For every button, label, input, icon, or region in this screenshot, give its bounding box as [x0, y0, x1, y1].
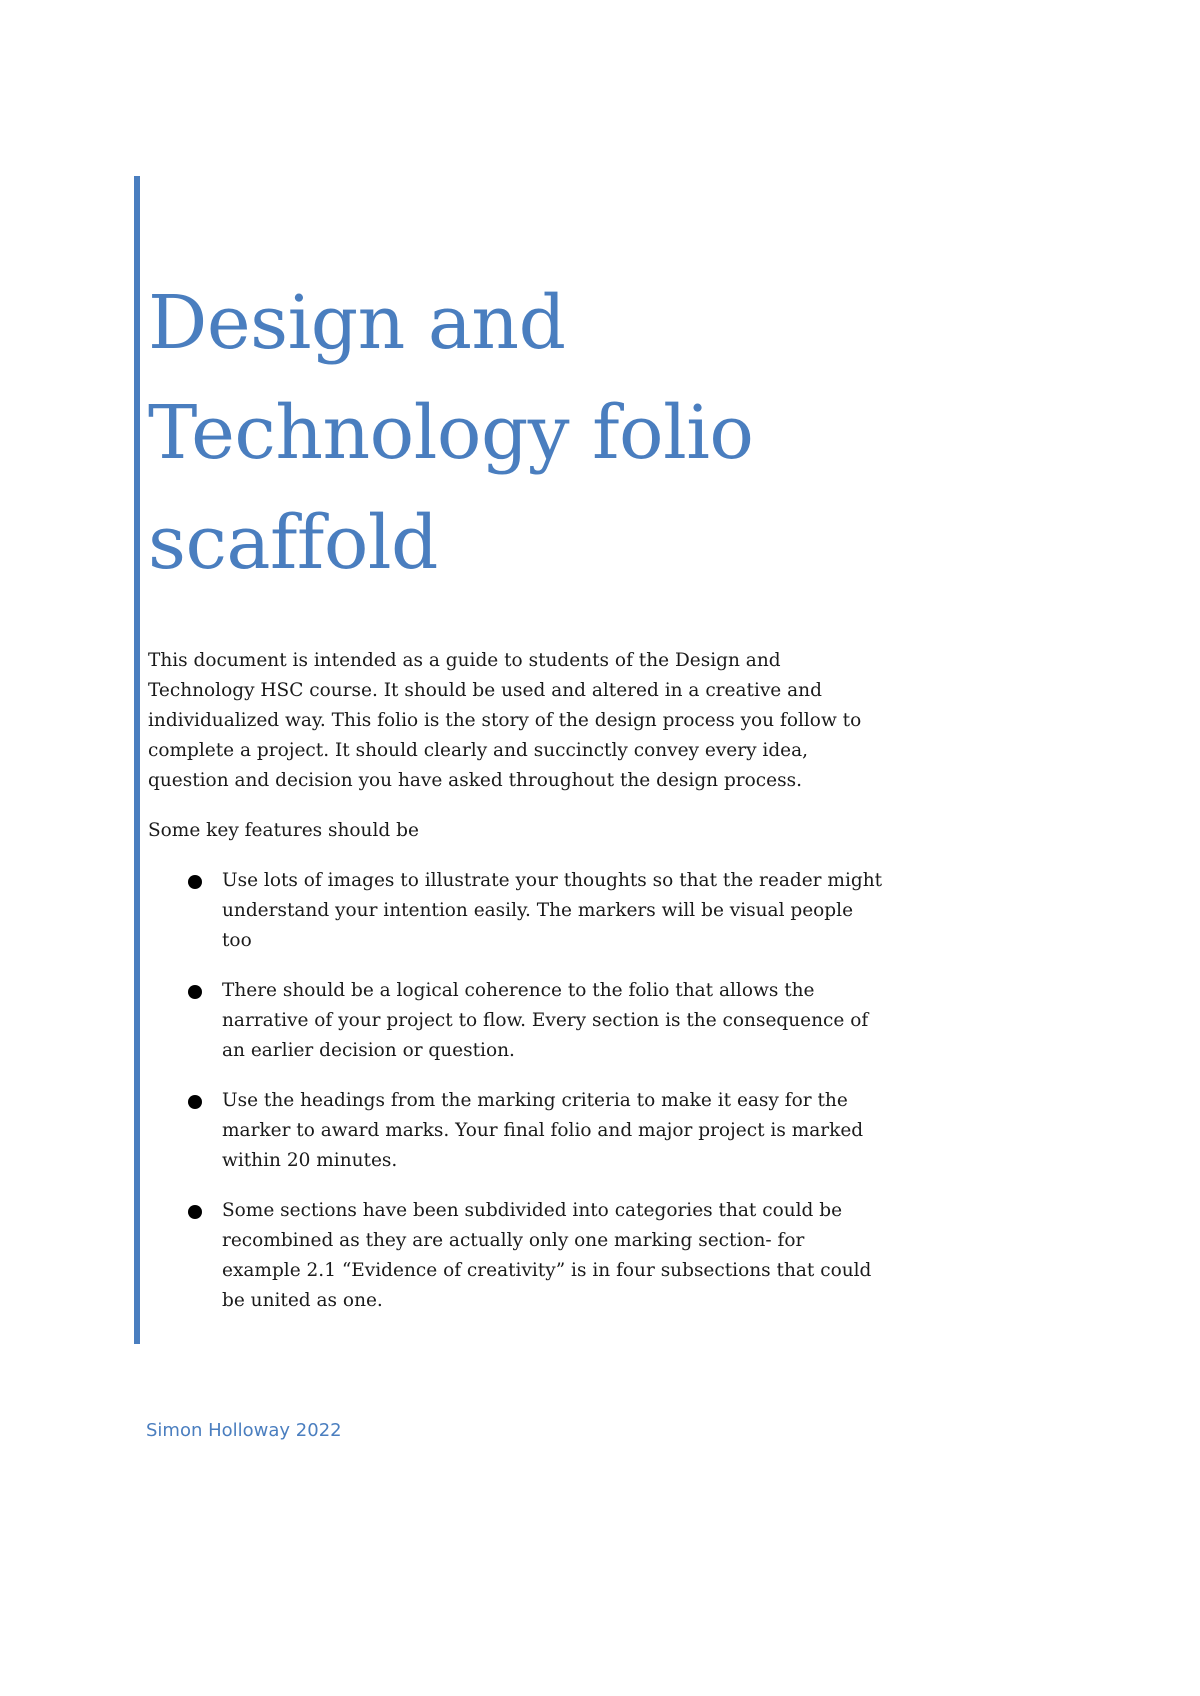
document-content	[148, 268, 888, 1336]
intro-paragraph: This document is intended as a guide to students of the Design and Technology HSC course. It should be used and altered in a creative and individualized way. This folio is the story of the design process you follow to complete a project. It should clearly and succinctly convey every idea, question and decision you have asked throughout the design process.	[148, 650, 862, 791]
list-item-text: Some sections have been subdivided into categories that could be recombined as they are actually only one marking section- for example 2.1 “Evidence of creativity” is in four subsections that could be united as one.	[222, 1200, 872, 1311]
list-item-text: There should be a logical coherence to the folio that allows the narrative of your project to flow. Every section is the consequence of an earlier decision or question.	[222, 980, 869, 1061]
bullet-icon	[188, 875, 202, 889]
list-item-text: Use lots of images to illustrate your thoughts so that the reader might understand your intention easily. The markers will be visual people too	[222, 870, 883, 951]
title-line-3: scaffold	[148, 500, 438, 586]
list-item-text: Use the headings from the marking criteria to make it easy for the marker to award marks. Your final folio and major project is marked within 20 minutes.	[222, 1090, 864, 1171]
key-features-intro: Some key features should be	[148, 820, 419, 841]
list-item	[148, 1086, 888, 1176]
author-footer: Simon Holloway 2022	[146, 1420, 342, 1441]
title-line-2: Technology folio	[148, 390, 754, 476]
document-title	[148, 268, 888, 598]
bullet-icon	[188, 1205, 202, 1219]
list-item	[148, 866, 888, 956]
left-accent-bar	[134, 176, 140, 1344]
title-line-1: Design and	[148, 280, 566, 366]
list-item	[148, 1196, 888, 1316]
key-features-list	[148, 866, 888, 1316]
list-item	[148, 976, 888, 1066]
bullet-icon	[188, 1095, 202, 1109]
bullet-icon	[188, 985, 202, 999]
